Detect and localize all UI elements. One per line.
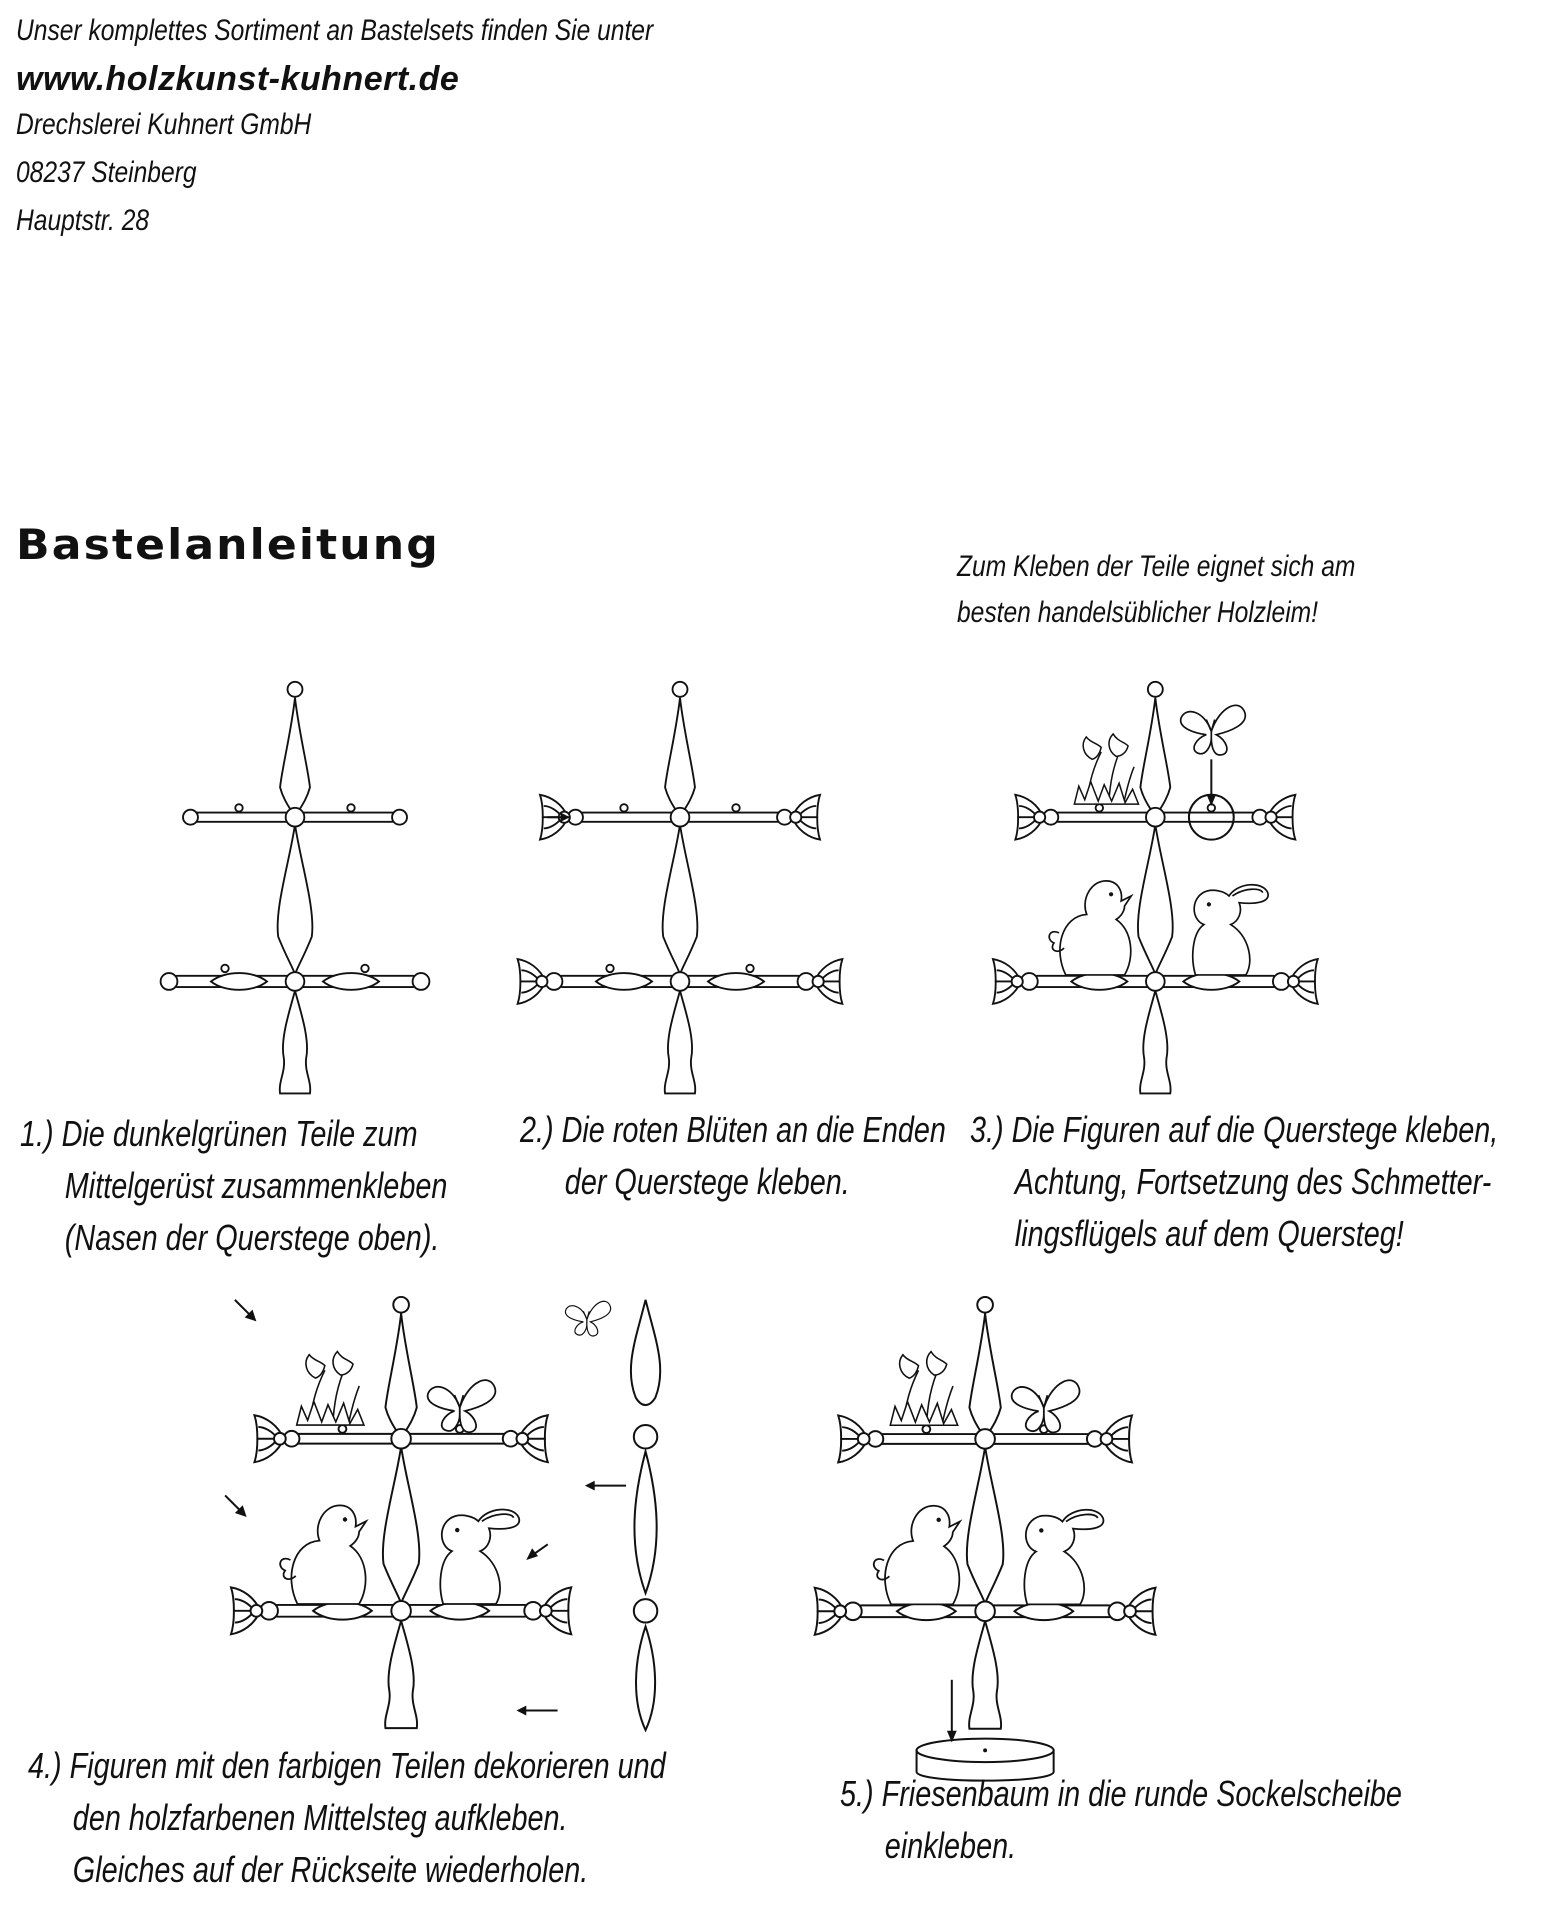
- figure-step-2: [500, 680, 860, 1100]
- step-5-text: [840, 1768, 1402, 1872]
- step-1-line-1: 1.) Die dunkelgrünen Teile zum: [20, 1113, 418, 1154]
- website-link[interactable]: www.holzkunst-kuhnert.de: [16, 60, 460, 98]
- figure-step-1: [135, 680, 455, 1100]
- blossom-right-bottom: [813, 959, 843, 1004]
- figure-step-4: [215, 1295, 685, 1735]
- company-street: Hauptstr. 28: [16, 204, 150, 237]
- blossom-right-top: [790, 795, 820, 840]
- intro-text: Unser komplettes Sortiment an Bastelsets finden Sie unter: [16, 14, 654, 47]
- flowers-part: [1074, 734, 1138, 804]
- glue-note-line-1: Zum Kleben der Teile eignet sich am: [957, 550, 1356, 583]
- glue-note: [957, 544, 1355, 636]
- step-3-line-3: lingsflügels auf dem Quersteg!: [1014, 1213, 1404, 1254]
- center-bar-part: [631, 1300, 660, 1730]
- glue-note-line-2: besten handelsüblicher Holzleim!: [957, 596, 1319, 629]
- butterfly-icon: [1181, 705, 1246, 755]
- chick-figure: [1049, 881, 1131, 975]
- step-3-line-2: Achtung, Fortsetzung des Schmetter-: [1014, 1161, 1492, 1202]
- bunny-figure: [1193, 885, 1268, 975]
- step-2-line-1: 2.) Die roten Blüten an die Enden: [520, 1109, 946, 1150]
- step-4-line-2: den holzfarbenen Mittelsteg aufkleben.: [72, 1797, 568, 1838]
- figure-step-5: [800, 1295, 1180, 1765]
- blossom-left-bottom: [518, 959, 548, 1004]
- step-5-line-1: 5.) Friesenbaum in die runde Sockelscheibe: [840, 1773, 1402, 1814]
- step-5-line-2: einkleben.: [884, 1825, 1017, 1866]
- step-2-line-2: der Querstege kleben.: [564, 1161, 850, 1202]
- step-3-line-1: 3.) Die Figuren auf die Querstege kleben,: [970, 1109, 1499, 1150]
- frame-part: [161, 682, 430, 1094]
- company-name: Drechslerei Kuhnert GmbH: [16, 108, 312, 141]
- step-4-line-1: 4.) Figuren mit den farbigen Teilen dekorieren und: [28, 1745, 666, 1786]
- step-1-text: [20, 1108, 447, 1264]
- step-4-text: [28, 1740, 666, 1896]
- step-2-text: [520, 1104, 946, 1208]
- company-city: 08237 Steinberg: [16, 156, 197, 189]
- step-1-line-3: (Nasen der Querstege oben).: [64, 1217, 440, 1258]
- page-title: Bastelanleitung: [16, 520, 440, 569]
- figure-step-3: [970, 680, 1350, 1100]
- step-3-text: [970, 1104, 1498, 1260]
- step-1-line-2: Mittelgerüst zusammenkleben: [64, 1165, 448, 1206]
- step-4-line-3: Gleiches auf der Rückseite wiederholen.: [72, 1849, 589, 1890]
